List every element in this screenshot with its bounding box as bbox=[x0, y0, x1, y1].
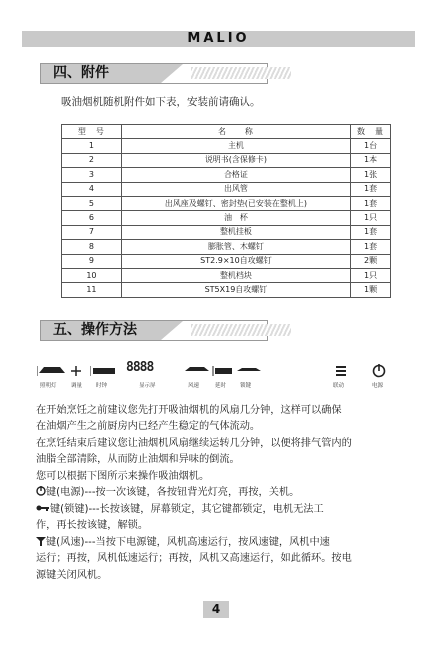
table-cell: 1 bbox=[62, 139, 122, 153]
table-row bbox=[62, 254, 391, 268]
table-cell: 1套 bbox=[351, 225, 391, 239]
table-row bbox=[62, 168, 391, 182]
linkage-icon bbox=[335, 363, 347, 383]
table-cell: 出风管 bbox=[121, 182, 350, 196]
table-row bbox=[62, 240, 391, 254]
fan-icon bbox=[184, 363, 210, 383]
table-cell: 8 bbox=[62, 240, 122, 254]
table-cell: 7 bbox=[62, 225, 122, 239]
instruction-line: 您可以根据下图所示来操作吸油烟机。 bbox=[36, 471, 210, 482]
display-label: 显示屏 bbox=[139, 383, 156, 389]
table-cell: 膨胀管、木螺钉 bbox=[121, 240, 350, 254]
instruction-line: 作，再长按该键，解锁。 bbox=[36, 520, 149, 531]
lock-icon bbox=[236, 363, 262, 383]
table-cell: 1套 bbox=[351, 182, 391, 196]
table-cell: 9 bbox=[62, 254, 122, 268]
power-key-description bbox=[36, 485, 299, 501]
instruction-line: 油脂全部清除，从而防止油烟和异味的倒流。 bbox=[36, 454, 240, 465]
column-header: 数 量 bbox=[351, 125, 391, 139]
display-screen: 8888 bbox=[126, 360, 154, 375]
lock-key-text: 键(锁键)---长按该键，屏幕锁定，其它键都锁定，电机无法工 bbox=[50, 504, 324, 515]
instruction-line: 在开始烹饪之前建议您先打开吸油烟机的风扇几分钟，这样可以确保 bbox=[36, 405, 342, 416]
linkage-label: 联动 bbox=[333, 383, 345, 389]
lock-label: 锁键 bbox=[240, 383, 252, 389]
table-cell: 5 bbox=[62, 196, 122, 210]
column-header: 型 号 bbox=[62, 125, 122, 139]
table-cell: 说明书(含保修卡) bbox=[121, 153, 350, 167]
key-icon bbox=[36, 504, 50, 512]
table-cell: 1只 bbox=[351, 268, 391, 282]
instruction-line: 源键关闭风机。 bbox=[36, 570, 108, 581]
instruction-line: 在烹饪结束后建议您让油烟机风扇继续运转几分钟，以便将排气管内的 bbox=[36, 438, 352, 449]
table-cell: 合格证 bbox=[121, 168, 350, 182]
fan-label: 风速 bbox=[188, 383, 200, 389]
table-cell: 1张 bbox=[351, 168, 391, 182]
lock-key-description bbox=[36, 502, 324, 518]
table-cell: 整机挂板 bbox=[121, 225, 350, 239]
power-key-text: 键(电源)---按一次该键，各按钮背光灯亮，再按，关机。 bbox=[46, 487, 300, 498]
table-cell: 4 bbox=[62, 182, 122, 196]
header-band bbox=[22, 31, 415, 47]
section-heading-operation bbox=[40, 320, 268, 341]
light-label: 照明灯 bbox=[40, 383, 57, 389]
table-row bbox=[62, 196, 391, 210]
table-cell: ST2.9×10自攻螺钉 bbox=[121, 254, 350, 268]
table-cell: 3 bbox=[62, 168, 122, 182]
instruction-line: 运行；再按，风机低速运行；再按，风机又高速运行，如此循环。按电 bbox=[36, 553, 352, 564]
power-label: 电源 bbox=[372, 383, 384, 389]
table-body bbox=[62, 139, 391, 297]
section-title: 四、附件 bbox=[53, 65, 109, 81]
table-row bbox=[62, 211, 391, 225]
intro-text: 吸油烟机随机附件如下表，安装前请确认。 bbox=[61, 96, 261, 108]
table-cell: 10 bbox=[62, 268, 122, 282]
fan-key-text: 键(风速)---当按下电源键，风机高速运行，按风速键，风机中速 bbox=[46, 537, 330, 548]
clock-icon bbox=[90, 363, 118, 383]
table-cell: 出风座及螺钉、密封垫(已安装在整机上) bbox=[121, 196, 350, 210]
adjust-label: 调量 bbox=[71, 383, 83, 389]
section-heading-accessories bbox=[40, 63, 268, 84]
table-cell: 整机档块 bbox=[121, 268, 350, 282]
clock-label: 时钟 bbox=[96, 383, 108, 389]
table-cell: 1只 bbox=[351, 211, 391, 225]
table-cell: 1本 bbox=[351, 153, 391, 167]
power-icon bbox=[372, 363, 386, 383]
table-header-row bbox=[62, 125, 391, 139]
fan-speed-icon bbox=[36, 536, 46, 546]
table-row bbox=[62, 268, 391, 282]
table-row bbox=[62, 283, 391, 297]
table-cell: 2 bbox=[62, 153, 122, 167]
table-cell: 1套 bbox=[351, 196, 391, 210]
table-cell: ST5X19自攻螺钉 bbox=[121, 283, 350, 297]
instruction-line: 在油烟产生之前厨房内已经产生稳定的气体流动。 bbox=[36, 421, 261, 432]
table-row bbox=[62, 153, 391, 167]
table-row bbox=[62, 139, 391, 153]
table-cell: 11 bbox=[62, 283, 122, 297]
table-cell: 油 杯 bbox=[121, 211, 350, 225]
fan-key-description bbox=[36, 535, 330, 551]
table-row bbox=[62, 225, 391, 239]
power-icon bbox=[36, 486, 46, 496]
delay-icon bbox=[212, 363, 234, 383]
table-cell: 2颗 bbox=[351, 254, 391, 268]
table-cell: 主机 bbox=[121, 139, 350, 153]
table-cell: 6 bbox=[62, 211, 122, 225]
adjust-icon bbox=[69, 363, 83, 383]
light-icon bbox=[37, 363, 67, 383]
section-title: 五、操作方法 bbox=[53, 322, 137, 338]
table-row bbox=[62, 182, 391, 196]
table-cell: 1颗 bbox=[351, 283, 391, 297]
brand-logo: MALIO bbox=[187, 31, 250, 46]
page-number: 4 bbox=[203, 601, 229, 618]
delay-label: 延时 bbox=[215, 383, 227, 389]
table-cell: 1台 bbox=[351, 139, 391, 153]
accessories-table bbox=[61, 124, 391, 298]
table-cell: 1套 bbox=[351, 240, 391, 254]
column-header: 名 称 bbox=[121, 125, 350, 139]
